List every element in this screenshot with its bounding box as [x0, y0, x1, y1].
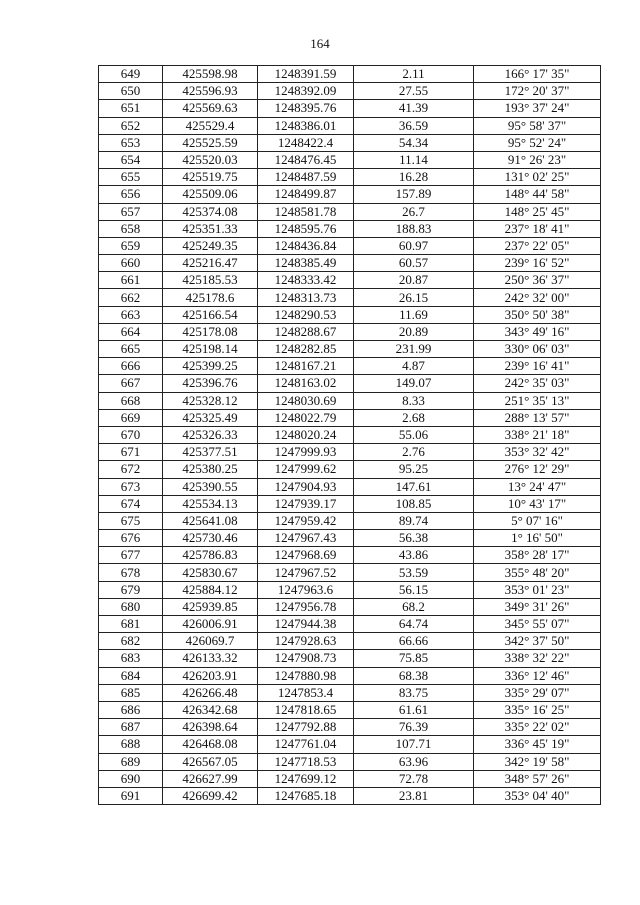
table-row — [99, 736, 601, 753]
table-row — [99, 581, 601, 598]
y-coordinate-cell: 1247999.62 — [258, 461, 354, 478]
bearing-cell: 239° 16' 52" — [474, 255, 601, 272]
bearing-cell: 342° 37' 50" — [474, 633, 601, 650]
point-number-cell: 654 — [99, 151, 163, 168]
bearing-cell: 358° 28' 17" — [474, 547, 601, 564]
point-number-cell: 675 — [99, 512, 163, 529]
x-coordinate-cell: 426342.68 — [163, 701, 258, 718]
x-coordinate-cell: 426133.32 — [163, 650, 258, 667]
distance-cell: 56.15 — [354, 581, 474, 598]
bearing-cell: 10° 43' 17" — [474, 495, 601, 512]
point-number-cell: 655 — [99, 169, 163, 186]
y-coordinate-cell: 1247967.43 — [258, 530, 354, 547]
distance-cell: 64.74 — [354, 616, 474, 633]
point-number-cell: 674 — [99, 495, 163, 512]
distance-cell: 36.59 — [354, 117, 474, 134]
table-row — [99, 134, 601, 151]
point-number-cell: 662 — [99, 289, 163, 306]
bearing-cell: 345° 55' 07" — [474, 616, 601, 633]
table-row — [99, 650, 601, 667]
bearing-cell: 13° 24' 47" — [474, 478, 601, 495]
x-coordinate-cell: 425786.83 — [163, 547, 258, 564]
y-coordinate-cell: 1247818.65 — [258, 701, 354, 718]
distance-cell: 231.99 — [354, 341, 474, 358]
y-coordinate-cell: 1247685.18 — [258, 787, 354, 804]
x-coordinate-cell: 425178.08 — [163, 323, 258, 340]
x-coordinate-cell: 425830.67 — [163, 564, 258, 581]
x-coordinate-cell: 425509.06 — [163, 186, 258, 203]
y-coordinate-cell: 1248581.78 — [258, 203, 354, 220]
table-row — [99, 770, 601, 787]
bearing-cell: 237° 18' 41" — [474, 220, 601, 237]
y-coordinate-cell: 1248386.01 — [258, 117, 354, 134]
x-coordinate-cell: 426567.05 — [163, 753, 258, 770]
bearing-cell: 350° 50' 38" — [474, 306, 601, 323]
table-row — [99, 358, 601, 375]
table-row — [99, 495, 601, 512]
y-coordinate-cell: 1248282.85 — [258, 341, 354, 358]
point-number-cell: 682 — [99, 633, 163, 650]
distance-cell: 157.89 — [354, 186, 474, 203]
table-row — [99, 547, 601, 564]
distance-cell: 61.61 — [354, 701, 474, 718]
y-coordinate-cell: 1247967.52 — [258, 564, 354, 581]
bearing-cell: 288° 13' 57" — [474, 409, 601, 426]
bearing-cell: 242° 35' 03" — [474, 375, 601, 392]
point-number-cell: 652 — [99, 117, 163, 134]
x-coordinate-cell: 425396.76 — [163, 375, 258, 392]
point-number-cell: 649 — [99, 66, 163, 83]
bearing-cell: 239° 16' 41" — [474, 358, 601, 375]
x-coordinate-cell: 425198.14 — [163, 341, 258, 358]
table-row — [99, 530, 601, 547]
distance-cell: 60.97 — [354, 237, 474, 254]
table-row — [99, 616, 601, 633]
point-number-cell: 681 — [99, 616, 163, 633]
y-coordinate-cell: 1248030.69 — [258, 392, 354, 409]
x-coordinate-cell: 425185.53 — [163, 272, 258, 289]
distance-cell: 75.85 — [354, 650, 474, 667]
table-row — [99, 667, 601, 684]
point-number-cell: 665 — [99, 341, 163, 358]
table-row — [99, 203, 601, 220]
y-coordinate-cell: 1247908.73 — [258, 650, 354, 667]
x-coordinate-cell: 425377.51 — [163, 444, 258, 461]
y-coordinate-cell: 1248391.59 — [258, 66, 354, 83]
y-coordinate-cell: 1248020.24 — [258, 426, 354, 443]
y-coordinate-cell: 1247959.42 — [258, 512, 354, 529]
distance-cell: 2.68 — [354, 409, 474, 426]
distance-cell: 26.15 — [354, 289, 474, 306]
bearing-cell: 250° 36' 37" — [474, 272, 601, 289]
distance-cell: 76.39 — [354, 719, 474, 736]
point-number-cell: 656 — [99, 186, 163, 203]
bearing-cell: 131° 02' 25" — [474, 169, 601, 186]
x-coordinate-cell: 425520.03 — [163, 151, 258, 168]
y-coordinate-cell: 1248290.53 — [258, 306, 354, 323]
y-coordinate-cell: 1247761.04 — [258, 736, 354, 753]
table-row — [99, 100, 601, 117]
bearing-cell: 242° 32' 00" — [474, 289, 601, 306]
distance-cell: 107.71 — [354, 736, 474, 753]
distance-cell: 4.87 — [354, 358, 474, 375]
bearing-cell: 353° 01' 23" — [474, 581, 601, 598]
bearing-cell: 335° 16' 25" — [474, 701, 601, 718]
table-row — [99, 444, 601, 461]
distance-cell: 54.34 — [354, 134, 474, 151]
x-coordinate-cell: 425380.25 — [163, 461, 258, 478]
point-number-cell: 673 — [99, 478, 163, 495]
table-row — [99, 237, 601, 254]
x-coordinate-cell: 425598.98 — [163, 66, 258, 83]
distance-cell: 53.59 — [354, 564, 474, 581]
point-number-cell: 660 — [99, 255, 163, 272]
bearing-cell: 348° 57' 26" — [474, 770, 601, 787]
distance-cell: 55.06 — [354, 426, 474, 443]
bearing-cell: 353° 04' 40" — [474, 787, 601, 804]
table-row — [99, 478, 601, 495]
bearing-cell: 349° 31' 26" — [474, 598, 601, 615]
distance-cell: 188.83 — [354, 220, 474, 237]
point-number-cell: 688 — [99, 736, 163, 753]
x-coordinate-cell: 425534.13 — [163, 495, 258, 512]
point-number-cell: 658 — [99, 220, 163, 237]
point-number-cell: 670 — [99, 426, 163, 443]
distance-cell: 83.75 — [354, 684, 474, 701]
x-coordinate-cell: 426069.7 — [163, 633, 258, 650]
y-coordinate-cell: 1247956.78 — [258, 598, 354, 615]
table-row — [99, 306, 601, 323]
bearing-cell: 95° 52' 24" — [474, 134, 601, 151]
distance-cell: 16.28 — [354, 169, 474, 186]
x-coordinate-cell: 425166.54 — [163, 306, 258, 323]
bearing-cell: 237° 22' 05" — [474, 237, 601, 254]
point-number-cell: 659 — [99, 237, 163, 254]
point-number-cell: 687 — [99, 719, 163, 736]
x-coordinate-cell: 425939.85 — [163, 598, 258, 615]
x-coordinate-cell: 425569.63 — [163, 100, 258, 117]
table-row — [99, 719, 601, 736]
table-row — [99, 83, 601, 100]
distance-cell: 56.38 — [354, 530, 474, 547]
distance-cell: 108.85 — [354, 495, 474, 512]
x-coordinate-cell: 425178.6 — [163, 289, 258, 306]
table-row — [99, 289, 601, 306]
x-coordinate-cell: 425641.08 — [163, 512, 258, 529]
y-coordinate-cell: 1248022.79 — [258, 409, 354, 426]
x-coordinate-cell: 425399.25 — [163, 358, 258, 375]
x-coordinate-cell: 425249.35 — [163, 237, 258, 254]
page-number: 164 — [310, 36, 330, 51]
table-row — [99, 66, 601, 83]
bearing-cell: 336° 45' 19" — [474, 736, 601, 753]
y-coordinate-cell: 1248167.21 — [258, 358, 354, 375]
table-row — [99, 564, 601, 581]
bearing-cell: 91° 26' 23" — [474, 151, 601, 168]
distance-cell: 72.78 — [354, 770, 474, 787]
distance-cell: 20.89 — [354, 323, 474, 340]
y-coordinate-cell: 1248385.49 — [258, 255, 354, 272]
point-number-cell: 667 — [99, 375, 163, 392]
point-number-cell: 680 — [99, 598, 163, 615]
y-coordinate-cell: 1247853.4 — [258, 684, 354, 701]
table-row — [99, 512, 601, 529]
table-row — [99, 117, 601, 134]
distance-cell: 147.61 — [354, 478, 474, 495]
point-number-cell: 666 — [99, 358, 163, 375]
table-row — [99, 409, 601, 426]
point-number-cell: 685 — [99, 684, 163, 701]
y-coordinate-cell: 1248392.09 — [258, 83, 354, 100]
y-coordinate-cell: 1247939.17 — [258, 495, 354, 512]
y-coordinate-cell: 1247880.98 — [258, 667, 354, 684]
bearing-cell: 338° 21' 18" — [474, 426, 601, 443]
table-row — [99, 255, 601, 272]
table-row — [99, 461, 601, 478]
x-coordinate-cell: 426203.91 — [163, 667, 258, 684]
x-coordinate-cell: 425390.55 — [163, 478, 258, 495]
x-coordinate-cell: 426398.64 — [163, 719, 258, 736]
bearing-cell: 193° 37' 24" — [474, 100, 601, 117]
bearing-cell: 5° 07' 16" — [474, 512, 601, 529]
distance-cell: 43.86 — [354, 547, 474, 564]
bearing-cell: 355° 48' 20" — [474, 564, 601, 581]
table-row — [99, 787, 601, 804]
bearing-cell: 353° 32' 42" — [474, 444, 601, 461]
table-row — [99, 186, 601, 203]
x-coordinate-cell: 425884.12 — [163, 581, 258, 598]
table-row — [99, 323, 601, 340]
point-number-cell: 676 — [99, 530, 163, 547]
point-number-cell: 657 — [99, 203, 163, 220]
point-number-cell: 651 — [99, 100, 163, 117]
point-number-cell: 686 — [99, 701, 163, 718]
bearing-cell: 336° 12' 46" — [474, 667, 601, 684]
point-number-cell: 677 — [99, 547, 163, 564]
x-coordinate-cell: 425519.75 — [163, 169, 258, 186]
y-coordinate-cell: 1248313.73 — [258, 289, 354, 306]
x-coordinate-cell: 425525.59 — [163, 134, 258, 151]
distance-cell: 2.76 — [354, 444, 474, 461]
table-row — [99, 633, 601, 650]
bearing-cell: 166° 17' 35" — [474, 66, 601, 83]
y-coordinate-cell: 1248595.76 — [258, 220, 354, 237]
x-coordinate-cell: 425328.12 — [163, 392, 258, 409]
y-coordinate-cell: 1248499.87 — [258, 186, 354, 203]
point-number-cell: 668 — [99, 392, 163, 409]
point-number-cell: 683 — [99, 650, 163, 667]
bearing-cell: 330° 06' 03" — [474, 341, 601, 358]
point-number-cell: 684 — [99, 667, 163, 684]
bearing-cell: 276° 12' 29" — [474, 461, 601, 478]
x-coordinate-cell: 425529.4 — [163, 117, 258, 134]
y-coordinate-cell: 1247904.93 — [258, 478, 354, 495]
y-coordinate-cell: 1247928.63 — [258, 633, 354, 650]
distance-cell: 149.07 — [354, 375, 474, 392]
point-number-cell: 672 — [99, 461, 163, 478]
distance-cell: 11.69 — [354, 306, 474, 323]
distance-cell: 41.39 — [354, 100, 474, 117]
coordinates-table — [98, 65, 601, 805]
y-coordinate-cell: 1248163.02 — [258, 375, 354, 392]
table-body — [99, 66, 601, 805]
x-coordinate-cell: 425596.93 — [163, 83, 258, 100]
y-coordinate-cell: 1248288.67 — [258, 323, 354, 340]
x-coordinate-cell: 426266.48 — [163, 684, 258, 701]
distance-cell: 27.55 — [354, 83, 474, 100]
point-number-cell: 689 — [99, 753, 163, 770]
y-coordinate-cell: 1248487.59 — [258, 169, 354, 186]
bearing-cell: 343° 49' 16" — [474, 323, 601, 340]
bearing-cell: 148° 25' 45" — [474, 203, 601, 220]
x-coordinate-cell: 426006.91 — [163, 616, 258, 633]
point-number-cell: 679 — [99, 581, 163, 598]
table-row — [99, 375, 601, 392]
bearing-cell: 172° 20' 37" — [474, 83, 601, 100]
y-coordinate-cell: 1247999.93 — [258, 444, 354, 461]
table-row — [99, 753, 601, 770]
bearing-cell: 335° 22' 02" — [474, 719, 601, 736]
y-coordinate-cell: 1248333.42 — [258, 272, 354, 289]
point-number-cell: 678 — [99, 564, 163, 581]
point-number-cell: 691 — [99, 787, 163, 804]
table-row — [99, 684, 601, 701]
distance-cell: 11.14 — [354, 151, 474, 168]
y-coordinate-cell: 1247968.69 — [258, 547, 354, 564]
point-number-cell: 653 — [99, 134, 163, 151]
bearing-cell: 342° 19' 58" — [474, 753, 601, 770]
y-coordinate-cell: 1247944.38 — [258, 616, 354, 633]
distance-cell: 23.81 — [354, 787, 474, 804]
point-number-cell: 650 — [99, 83, 163, 100]
distance-cell: 2.11 — [354, 66, 474, 83]
point-number-cell: 671 — [99, 444, 163, 461]
table-row — [99, 272, 601, 289]
table-row — [99, 341, 601, 358]
x-coordinate-cell: 425351.33 — [163, 220, 258, 237]
distance-cell: 68.38 — [354, 667, 474, 684]
table-row — [99, 392, 601, 409]
x-coordinate-cell: 425325.49 — [163, 409, 258, 426]
point-number-cell: 663 — [99, 306, 163, 323]
y-coordinate-cell: 1248476.45 — [258, 151, 354, 168]
distance-cell: 68.2 — [354, 598, 474, 615]
distance-cell: 89.74 — [354, 512, 474, 529]
bearing-cell: 335° 29' 07" — [474, 684, 601, 701]
distance-cell: 63.96 — [354, 753, 474, 770]
bearing-cell: 251° 35' 13" — [474, 392, 601, 409]
distance-cell: 60.57 — [354, 255, 474, 272]
bearing-cell: 1° 16' 50" — [474, 530, 601, 547]
x-coordinate-cell: 425730.46 — [163, 530, 258, 547]
x-coordinate-cell: 426699.42 — [163, 787, 258, 804]
distance-cell: 20.87 — [354, 272, 474, 289]
table-row — [99, 701, 601, 718]
distance-cell: 26.7 — [354, 203, 474, 220]
distance-cell: 95.25 — [354, 461, 474, 478]
point-number-cell: 661 — [99, 272, 163, 289]
point-number-cell: 664 — [99, 323, 163, 340]
y-coordinate-cell: 1248436.84 — [258, 237, 354, 254]
x-coordinate-cell: 426468.08 — [163, 736, 258, 753]
x-coordinate-cell: 425326.33 — [163, 426, 258, 443]
y-coordinate-cell: 1247963.6 — [258, 581, 354, 598]
y-coordinate-cell: 1248422.4 — [258, 134, 354, 151]
x-coordinate-cell: 425374.08 — [163, 203, 258, 220]
x-coordinate-cell: 425216.47 — [163, 255, 258, 272]
bearing-cell: 95° 58' 37" — [474, 117, 601, 134]
table-row — [99, 426, 601, 443]
table-row — [99, 598, 601, 615]
table-row — [99, 169, 601, 186]
y-coordinate-cell: 1248395.76 — [258, 100, 354, 117]
point-number-cell: 669 — [99, 409, 163, 426]
y-coordinate-cell: 1247718.53 — [258, 753, 354, 770]
distance-cell: 66.66 — [354, 633, 474, 650]
y-coordinate-cell: 1247792.88 — [258, 719, 354, 736]
distance-cell: 8.33 — [354, 392, 474, 409]
bearing-cell: 148° 44' 58" — [474, 186, 601, 203]
table-row — [99, 151, 601, 168]
table-row — [99, 220, 601, 237]
x-coordinate-cell: 426627.99 — [163, 770, 258, 787]
bearing-cell: 338° 32' 22" — [474, 650, 601, 667]
point-number-cell: 690 — [99, 770, 163, 787]
y-coordinate-cell: 1247699.12 — [258, 770, 354, 787]
